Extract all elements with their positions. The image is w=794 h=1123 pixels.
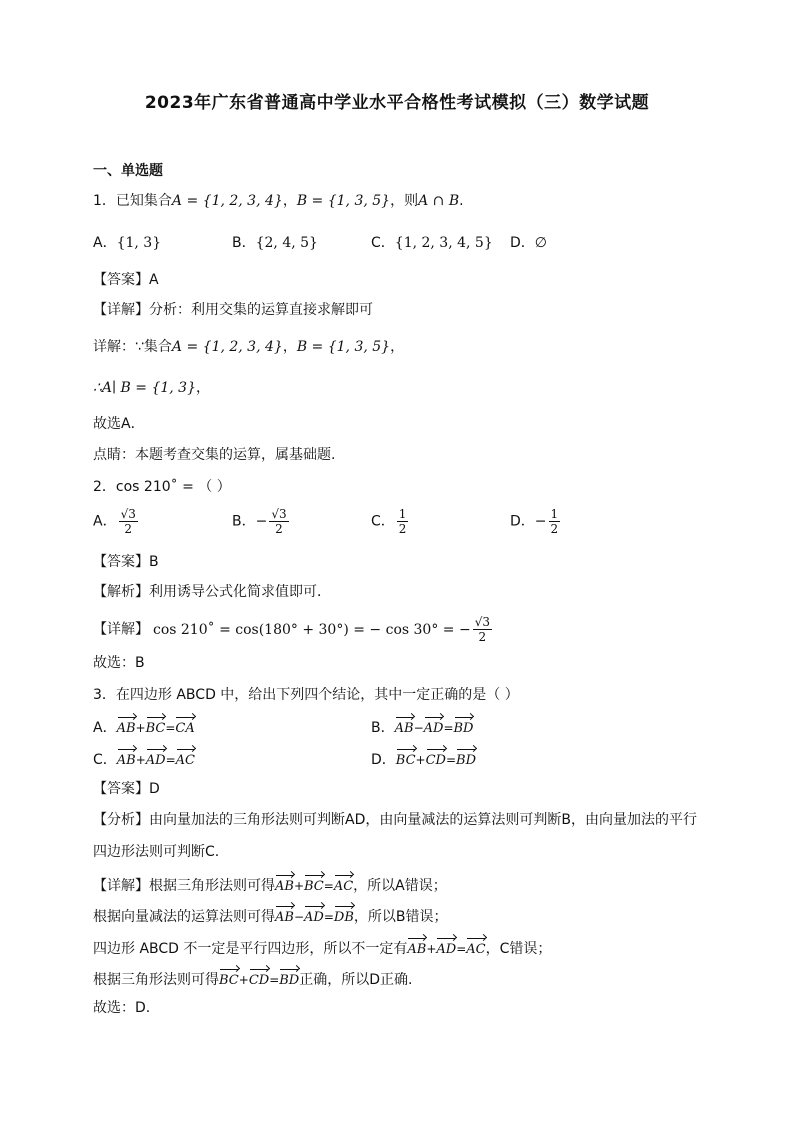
vector: AB [275,874,294,896]
detail-math: ∴A∣ B = {1, 3} [93,380,196,396]
q1-answer: 【答案】A [93,272,159,288]
option-fraction [549,507,561,536]
option-label: C． [371,235,395,251]
operator: + [135,753,146,767]
equals: = [165,753,176,767]
detail-text: ，C错误； [485,941,552,957]
detail-heading: 【详解】 [93,302,149,318]
detail-text: 详解：∵集合 [93,339,172,355]
equals: = [269,973,280,987]
option-label: B． [232,513,256,530]
q3-answer: 【答案】D [93,781,160,797]
option-text: {1, 2, 3, 4, 5} [394,235,493,251]
equals: = [443,721,454,735]
vector: AB [407,937,426,959]
option-text: {1, 3} [116,235,162,251]
detail-math: cos 210˚ = cos(180° + 30°) = − cos 30° = − [153,621,471,638]
q1-conclusion: 故选A． [93,416,145,432]
fraction-numerator: 1 [398,507,407,521]
option-label: B． [232,235,256,251]
q3-option-a [93,716,195,738]
q1-option-a [93,234,161,252]
detail-text: 分析：利用交集的运算直接求解即可 [149,302,373,318]
question-1-stem [93,192,464,210]
option-label: B． [371,720,395,736]
option-label: A． [93,720,117,736]
vector: BC [304,874,324,896]
fraction-numerator: √3 [120,507,136,521]
equals: = [323,910,334,924]
fraction-denominator: 2 [275,522,283,536]
q1-detail-2 [93,338,404,356]
option-label: D． [371,752,396,768]
option-label: A． [93,513,117,530]
operator: + [293,879,305,893]
detail-text: 根据向量减法的运算法则可得 [93,909,275,925]
detail-fraction [473,615,492,644]
q3-detail-2 [93,905,447,927]
vector: AD [436,937,456,959]
analysis-text: 由向量加法的三角形法则可判断AD，由向量减法的运算法则可判断B，由向量加法的平行 [149,812,697,828]
vector: DB [334,905,354,927]
fraction-denominator: 2 [398,522,407,536]
q1-comment: 点睛：本题考查交集的运算，属基础题. [93,447,336,463]
detail-text: ，所以A错误； [353,878,447,894]
detail-sep: ， [196,380,210,396]
equals: = [323,879,334,893]
detail-sep: ， [282,339,297,355]
analysis-heading: 【解析】 [93,584,149,600]
q2-option-c [371,507,410,536]
equals: = [165,721,176,735]
vector: AB [117,748,136,770]
vector: AC [334,874,353,896]
question-2-stem: 2．cos 210˚ = （ ） [93,479,231,495]
detail-text: 四边形 ABCD 不一定是平行四边形，所以不一定有 [93,941,408,957]
q2-conclusion: 故选：B [93,655,145,671]
q1-detail-3 [93,379,210,397]
q2-option-a [93,507,140,536]
q1-option-b [232,234,318,252]
operator: + [415,753,426,767]
q3-detail-1 [93,874,447,896]
q3-option-b [371,716,473,738]
vector: AB [395,716,414,738]
detail-text: 正确，所以D正确. [299,972,413,988]
q1-then: ，则 [390,193,419,209]
option-text: {2, 4, 5} [255,235,318,251]
option-sign: − [255,513,268,530]
q3-conclusion: 故选：D. [93,1000,151,1016]
option-text: ∅ [534,235,547,251]
vector: AD [304,905,324,927]
operator: − [413,721,424,735]
option-label: C． [371,513,395,530]
section-heading: 一、单选题 [93,163,163,179]
q1-prefix: 1．已知集合 [93,193,172,209]
q1-option-c [371,234,493,252]
q1-end: . [459,193,464,209]
vector: AC [176,748,195,770]
vector: BC [396,748,416,770]
vector: BD [456,748,476,770]
vector: CD [249,968,269,990]
fraction-numerator: 1 [550,507,559,521]
option-fraction [119,507,138,536]
vector: BD [279,968,299,990]
fraction-denominator: 2 [478,630,487,644]
q2-answer: 【答案】B [93,554,159,570]
vector: BD [454,716,474,738]
equals: = [445,753,457,767]
option-label: C． [93,752,117,768]
detail-math: B = {1, 3, 5} [296,339,391,355]
vector: BC [219,968,239,990]
detail-heading: 【详解】 [93,878,149,894]
option-fraction [269,507,288,536]
analysis-text: 利用诱导公式化简求值即可． [149,584,331,600]
vector: CA [175,716,194,738]
q2-option-b [232,507,291,536]
analysis-heading: 【分析】 [93,812,149,828]
q3-option-c [93,748,195,770]
q3-detail-3 [93,937,551,959]
option-fraction [397,507,409,536]
option-label: A． [93,235,117,251]
detail-text: ，所以B错误； [353,909,448,925]
q1-detail [93,301,373,319]
operator: + [426,942,437,956]
fraction-numerator: √3 [271,507,287,521]
detail-text: 根据三角形法则可得 [149,878,275,894]
vector: AD [424,716,444,738]
detail-heading: 【详解】 [93,621,149,638]
vector: CD [426,748,446,770]
q1-set-b: B = {1, 3, 5} [296,193,391,209]
q3-detail-4 [93,968,412,990]
page-title: 2023年广东省普通高中学业水平合格性考试模拟（三）数学试题 [144,93,650,113]
fraction-denominator: 2 [550,522,559,536]
vector: AB [275,905,294,927]
detail-sep: ， [390,339,405,355]
q3-analysis-1 [93,811,697,829]
option-sign: − [534,513,547,530]
question-3-stem: 3．在四边形 ABCD 中，给出下列四个结论，其中一定正确的是（ ） [93,687,519,703]
q1-expr: A ∩ B [418,193,460,209]
detail-text: 根据三角形法则可得 [93,972,219,988]
option-label: D． [510,513,535,530]
detail-math: A = {1, 2, 3, 4} [171,339,283,355]
vector: AC [466,937,485,959]
vector: BC [146,716,166,738]
vector: AB [117,716,136,738]
equals: = [456,942,467,956]
q3-option-d [371,748,476,770]
q2-detail [93,615,494,644]
option-label: D． [510,235,535,251]
operator: + [238,973,249,987]
operator: − [293,910,305,924]
q1-set-a: A = {1, 2, 3, 4} [171,193,283,209]
q3-analysis-2: 四边形法则可判断C. [93,844,220,860]
vector: AD [146,748,166,770]
fraction-numerator: √3 [474,615,490,629]
q1-option-d [510,234,547,252]
q1-sep: ， [282,193,297,209]
fraction-denominator: 2 [124,522,133,536]
q2-option-d [510,507,562,536]
operator: + [135,721,146,735]
q2-analysis [93,583,331,601]
